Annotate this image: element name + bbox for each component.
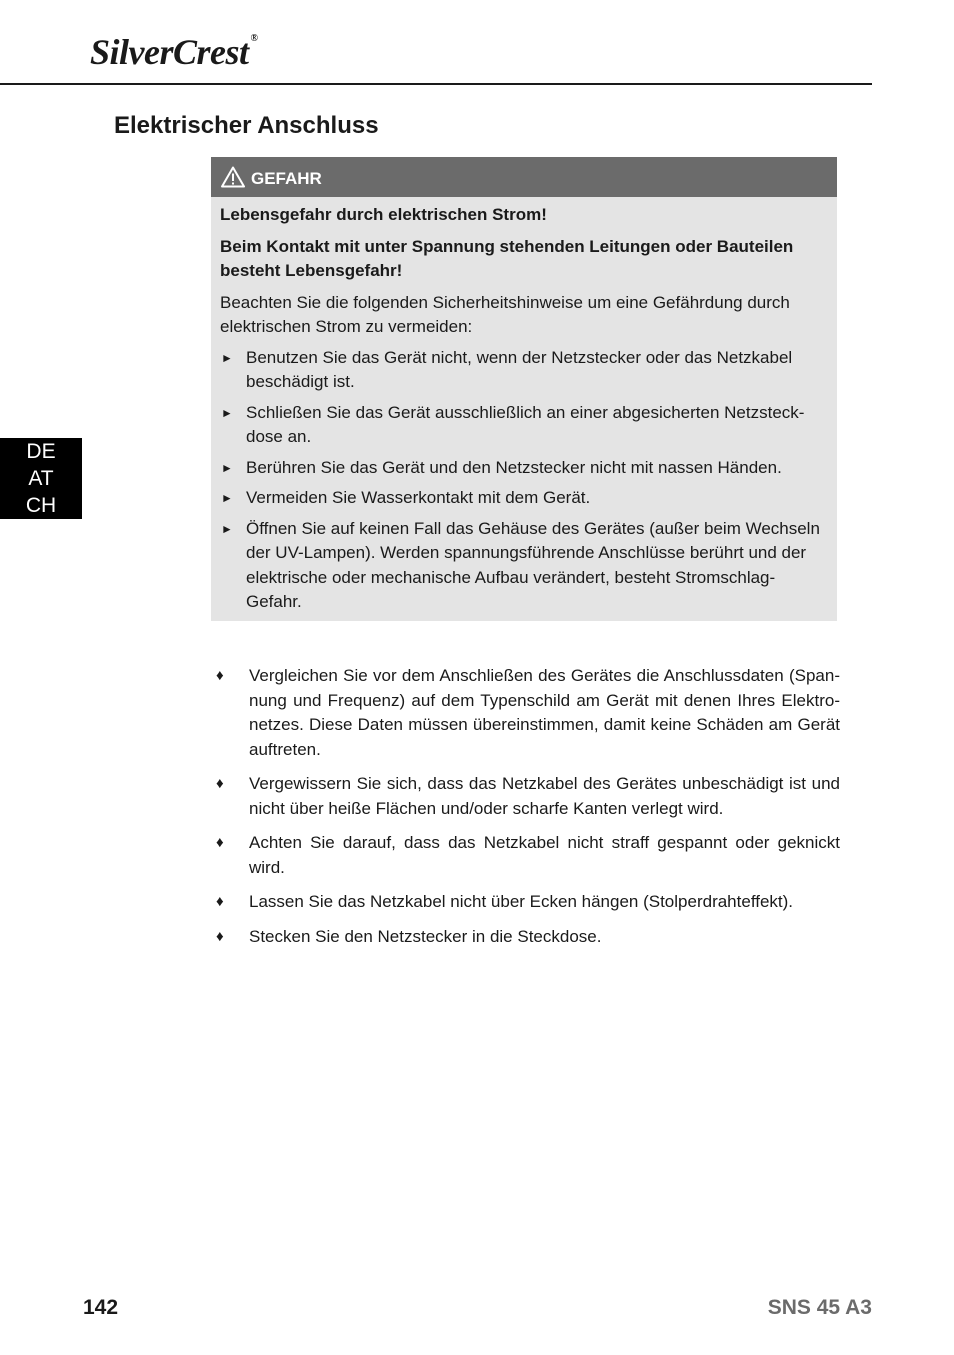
danger-list-item <box>220 517 827 615</box>
diamond-bullet-icon: ♦ <box>216 667 224 684</box>
warning-triangle-icon <box>221 166 245 188</box>
danger-list-item <box>220 346 827 395</box>
danger-warning-box <box>211 157 837 621</box>
instruction-item <box>216 664 840 762</box>
instruction-text: Achten Sie darauf, dass das Netzkabel nicht straff gespannt oder geknickt wird. <box>249 833 840 877</box>
danger-intro: Beachten Sie die folgenden Sicherheitshinweise um eine Gefährdung durch elektrischen Strom zu vermeiden: <box>220 292 790 336</box>
header-rule <box>0 83 872 85</box>
diamond-bullet-icon: ♦ <box>216 893 224 910</box>
danger-label: GEFAHR <box>251 169 322 188</box>
danger-warning-header <box>211 157 837 197</box>
danger-consequence: Beim Kontakt mit unter Spannung stehenden Leitungen oder Bauteilen besteht Lebensgefahr! <box>220 236 794 280</box>
instruction-item <box>216 890 840 915</box>
instruction-list <box>216 664 840 959</box>
danger-list-item <box>220 486 827 511</box>
danger-list <box>220 346 827 615</box>
danger-headline: Lebensgefahr durch elektrischen Strom! <box>220 205 547 224</box>
registered-mark: ® <box>250 33 258 44</box>
instruction-text: Lassen Sie das Netzkabel nicht über Ecken hängen (Stolperdrahteffekt). <box>249 892 794 911</box>
arrow-bullet-icon: ► <box>221 350 233 365</box>
instruction-item <box>216 772 840 821</box>
instruction-item <box>216 925 840 950</box>
arrow-bullet-icon: ► <box>221 521 233 536</box>
danger-item-text: Vermeiden Sie Wasserkontakt mit dem Gerät. <box>246 488 591 507</box>
danger-item-text: Öffnen Sie auf keinen Fall das Gehäuse des Gerätes (außer beim Wechseln der UV-Lampen). Werden spannungsführende Anschlüsse berührt und der elektrische oder mechanische Aufbau verändert, besteht Stromschlag-Gefahr. <box>246 518 820 611</box>
language-de: DE <box>26 440 56 463</box>
danger-item-text: Berühren Sie das Gerät und den Netzstecker nicht mit nassen Händen. <box>246 457 782 477</box>
brand-name: SilverCrest <box>90 32 249 72</box>
instruction-item <box>216 831 840 880</box>
instruction-text: Vergleichen Sie vor dem Anschließen des Gerätes die Anschlussdaten (Spannung und Frequenz) auf dem Typenschild am Gerät mit denen Ihres Elektronetzes. Diese Daten müssen übereinstimmen, damit keine Schäden am Gerät auftreten. <box>249 666 840 759</box>
danger-list-item <box>220 401 827 450</box>
page-number: 142 <box>83 1296 119 1319</box>
diamond-bullet-icon: ♦ <box>216 834 224 851</box>
danger-list-item <box>220 456 827 481</box>
arrow-bullet-icon: ► <box>221 405 233 420</box>
danger-warning-body <box>211 197 837 615</box>
instruction-text: Vergewissern Sie sich, dass das Netzkabel des Gerätes unbeschädigt ist und nicht über heiße Flächen und/oder scharfe Kanten verlegt wird. <box>249 774 840 818</box>
instruction-text: Stecken Sie den Netzstecker in die Steckdose. <box>249 926 602 946</box>
diamond-bullet-icon: ♦ <box>216 927 224 945</box>
danger-item-text: Schließen Sie das Gerät ausschließlich an einer abgesicherten Netzsteckdose an. <box>246 402 805 446</box>
language-at: AT <box>28 467 54 490</box>
model-number: SNS 45 A3 <box>767 1296 872 1319</box>
danger-item-text: Benutzen Sie das Gerät nicht, wenn der Netzstecker oder das Netzkabel beschädigt ist. <box>246 347 793 391</box>
section-title: Elektrischer Anschluss <box>114 112 379 139</box>
language-tab <box>0 438 82 519</box>
diamond-bullet-icon: ♦ <box>216 775 224 792</box>
arrow-bullet-icon: ► <box>221 491 233 505</box>
brand-logo <box>90 34 258 70</box>
arrow-bullet-icon: ► <box>221 460 233 475</box>
language-ch: CH <box>25 494 57 517</box>
